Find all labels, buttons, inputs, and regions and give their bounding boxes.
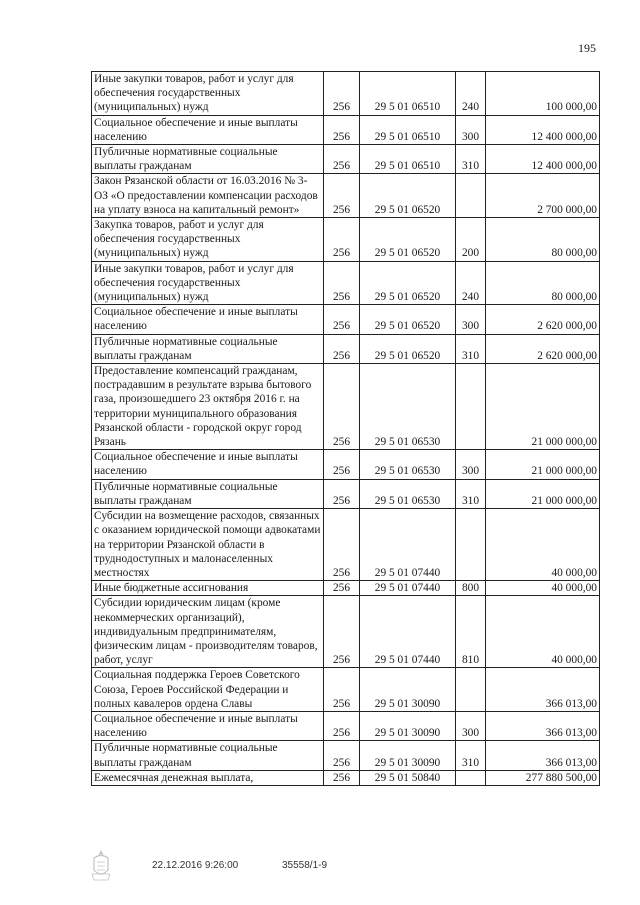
row-name-cell: Публичные нормативные социальные выплаты гражданам (92, 145, 324, 174)
row-expense-type-cell: 240 (456, 72, 486, 116)
row-code-cell: 256 (324, 334, 360, 363)
table-row (92, 581, 600, 596)
row-name-cell: Предоставление компенсаций гражданам, пострадавшим в результате взрыва бытового газа, произошедшего 23 октября 2016 г. на территории муниципального образования Рязанской области - городской округ город Рязань (92, 364, 324, 450)
row-name-cell: Публичные нормативные социальные выплаты гражданам (92, 741, 324, 770)
row-expense-type-cell: 800 (456, 581, 486, 596)
row-sum-cell: 277 880 500,00 (486, 770, 600, 785)
row-sum-cell: 2 620 000,00 (486, 334, 600, 363)
row-sum-cell: 80 000,00 (486, 218, 600, 262)
row-name-cell: Публичные нормативные социальные выплаты гражданам (92, 334, 324, 363)
row-expense-type-cell: 310 (456, 479, 486, 508)
footer-date: 22.12.2016 9:26:00 (152, 860, 239, 871)
row-code-cell: 256 (324, 581, 360, 596)
row-expense-type-cell (456, 174, 486, 218)
row-expense-type-cell: 300 (456, 305, 486, 334)
row-sum-cell: 40 000,00 (486, 581, 600, 596)
table-row (92, 72, 600, 116)
row-sum-cell: 40 000,00 (486, 509, 600, 581)
row-expense-type-cell (456, 509, 486, 581)
row-target-article-cell: 29 5 01 07440 (360, 581, 456, 596)
table-row (92, 509, 600, 581)
row-name-cell: Социальная поддержка Героев Советского Союза, Героев Российской Федерации и полных кавалеров ордена Славы (92, 668, 324, 712)
table-row (92, 450, 600, 479)
row-expense-type-cell: 200 (456, 218, 486, 262)
row-target-article-cell: 29 5 01 06510 (360, 145, 456, 174)
row-name-cell: Субсидии на возмещение расходов, связанных с оказанием юридической помощи адвокатами на территории Рязанской области в труднодоступных и малонаселенных местностях (92, 509, 324, 581)
row-code-cell: 256 (324, 145, 360, 174)
table-row (92, 334, 600, 363)
row-target-article-cell: 29 5 01 30090 (360, 668, 456, 712)
row-name-cell: Публичные нормативные социальные выплаты гражданам (92, 479, 324, 508)
row-code-cell: 256 (324, 450, 360, 479)
row-target-article-cell: 29 5 01 07440 (360, 596, 456, 668)
row-code-cell: 256 (324, 479, 360, 508)
row-target-article-cell: 29 5 01 07440 (360, 509, 456, 581)
row-sum-cell: 12 400 000,00 (486, 115, 600, 144)
budget-table (91, 71, 600, 786)
row-target-article-cell: 29 5 01 06530 (360, 450, 456, 479)
row-code-cell: 256 (324, 218, 360, 262)
table-row (92, 145, 600, 174)
table-row (92, 479, 600, 508)
row-name-cell: Иные закупки товаров, работ и услуг для обеспечения государственных (муниципальных) нужд (92, 261, 324, 305)
row-name-cell: Социальное обеспечение и иные выплаты населению (92, 115, 324, 144)
row-code-cell: 256 (324, 261, 360, 305)
table-row (92, 596, 600, 668)
row-code-cell: 256 (324, 115, 360, 144)
row-sum-cell: 12 400 000,00 (486, 145, 600, 174)
row-target-article-cell: 29 5 01 06530 (360, 364, 456, 450)
table-row (92, 218, 600, 262)
row-target-article-cell: 29 5 01 06530 (360, 479, 456, 508)
row-sum-cell: 40 000,00 (486, 596, 600, 668)
row-target-article-cell: 29 5 01 06510 (360, 72, 456, 116)
row-target-article-cell: 29 5 01 06520 (360, 218, 456, 262)
row-sum-cell: 366 013,00 (486, 711, 600, 740)
table-row (92, 174, 600, 218)
row-target-article-cell: 29 5 01 06510 (360, 115, 456, 144)
row-target-article-cell: 29 5 01 50840 (360, 770, 456, 785)
row-sum-cell: 21 000 000,00 (486, 479, 600, 508)
row-expense-type-cell (456, 364, 486, 450)
table-row (92, 115, 600, 144)
row-target-article-cell: 29 5 01 30090 (360, 711, 456, 740)
page-number: 195 (578, 41, 596, 55)
row-expense-type-cell: 310 (456, 741, 486, 770)
row-code-cell: 256 (324, 72, 360, 116)
row-expense-type-cell: 300 (456, 115, 486, 144)
row-sum-cell: 366 013,00 (486, 741, 600, 770)
table-row (92, 711, 600, 740)
row-name-cell: Социальное обеспечение и иные выплаты населению (92, 711, 324, 740)
row-code-cell: 256 (324, 364, 360, 450)
row-expense-type-cell (456, 668, 486, 712)
row-sum-cell: 366 013,00 (486, 668, 600, 712)
row-code-cell: 256 (324, 770, 360, 785)
table-row (92, 668, 600, 712)
row-expense-type-cell: 310 (456, 334, 486, 363)
row-code-cell: 256 (324, 509, 360, 581)
row-code-cell: 256 (324, 596, 360, 668)
row-code-cell: 256 (324, 668, 360, 712)
table-row (92, 261, 600, 305)
row-expense-type-cell: 300 (456, 711, 486, 740)
row-expense-type-cell (456, 770, 486, 785)
row-sum-cell: 100 000,00 (486, 72, 600, 116)
table-row (92, 305, 600, 334)
emblem-icon (88, 848, 114, 882)
row-target-article-cell: 29 5 01 06520 (360, 334, 456, 363)
row-target-article-cell: 29 5 01 06520 (360, 261, 456, 305)
row-expense-type-cell: 300 (456, 450, 486, 479)
row-target-article-cell: 29 5 01 06520 (360, 305, 456, 334)
row-name-cell: Закон Рязанской области от 16.03.2016 № 3-ОЗ «О предоставлении компенсации расходов на уплату взноса на капитальный ремонт» (92, 174, 324, 218)
row-sum-cell: 2 620 000,00 (486, 305, 600, 334)
row-code-cell: 256 (324, 174, 360, 218)
row-sum-cell: 2 700 000,00 (486, 174, 600, 218)
row-target-article-cell: 29 5 01 30090 (360, 741, 456, 770)
row-sum-cell: 21 000 000,00 (486, 364, 600, 450)
row-name-cell: Социальное обеспечение и иные выплаты населению (92, 450, 324, 479)
row-code-cell: 256 (324, 711, 360, 740)
row-target-article-cell: 29 5 01 06520 (360, 174, 456, 218)
row-name-cell: Субсидии юридическим лицам (кроме некоммерческих организаций), индивидуальным предпринимателям, физическим лицам - производителям товаров, работ, услуг (92, 596, 324, 668)
table-row (92, 741, 600, 770)
row-expense-type-cell: 310 (456, 145, 486, 174)
row-name-cell: Иные бюджетные ассигнования (92, 581, 324, 596)
row-name-cell: Закупка товаров, работ и услуг для обеспечения государственных (муниципальных) нужд (92, 218, 324, 262)
footer-doc-number: 35558/1-9 (282, 860, 328, 871)
table-row (92, 770, 600, 785)
row-expense-type-cell: 240 (456, 261, 486, 305)
row-name-cell: Ежемесячная денежная выплата, (92, 770, 324, 785)
table-row (92, 364, 600, 450)
budget-table-body (92, 72, 600, 786)
row-name-cell: Иные закупки товаров, работ и услуг для обеспечения государственных (муниципальных) нужд (92, 72, 324, 116)
row-name-cell: Социальное обеспечение и иные выплаты населению (92, 305, 324, 334)
row-sum-cell: 21 000 000,00 (486, 450, 600, 479)
row-sum-cell: 80 000,00 (486, 261, 600, 305)
row-expense-type-cell: 810 (456, 596, 486, 668)
row-code-cell: 256 (324, 305, 360, 334)
row-code-cell: 256 (324, 741, 360, 770)
